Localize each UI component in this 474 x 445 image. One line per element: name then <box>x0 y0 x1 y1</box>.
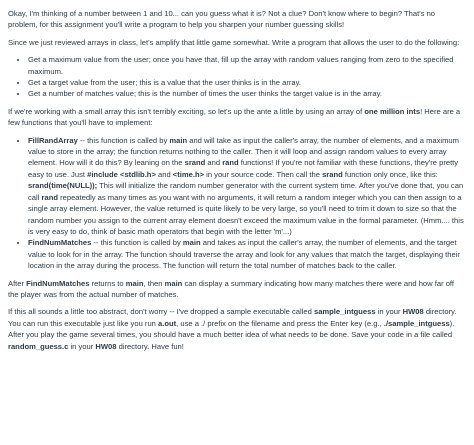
closing-cmd: ./sample_intguess <box>383 318 450 328</box>
task-item-target: • Get a target value from the user; this is a value that the user thinks is in the array. <box>28 77 466 88</box>
fill-rand-1: rand <box>222 158 239 168</box>
closing-text-2: in your <box>375 307 403 317</box>
fill-text-2: and will take as input the caller's array, the number of elements, and a maximum value to store in the array; the function returns nothing to the caller. Then it will loop and assign random values to every array element. How will it do this? By leaning on the <box>28 135 459 168</box>
intro-paragraph <box>8 8 466 31</box>
function-list <box>8 135 466 272</box>
task-intro-paragraph <box>8 37 466 48</box>
closing-dir-1: HW08 <box>402 307 424 317</box>
fill-text-6: in your source code. Then call the <box>204 169 323 179</box>
task-item-max: • Get a maximum value from the user; once you have that, fill up the array with random values ranging from zero to the specified maximum. <box>28 54 466 77</box>
fill-rand-2: rand <box>41 192 58 202</box>
closing-dir-2: HW08 <box>95 341 117 351</box>
task-intro-text: Since we just reviewed arrays in class, let's amplify that little game somewhat. Write a program that allows the user to do the following: <box>8 37 460 47</box>
fill-include-time: <time.h> <box>172 169 205 179</box>
after-fn: FindNumMatches <box>26 278 90 288</box>
fill-text-3: and <box>205 158 223 168</box>
fill-text-5: and <box>155 169 173 179</box>
closing-text-1: If this all sounds a little too abstract, don't worry -- I've dropped a sample executable called <box>8 307 314 317</box>
closing-file: random_guess.c <box>8 341 69 351</box>
task-item-matches: • Get a number of matches value; this is the number of times the user thinks the target value is in the array. <box>28 88 466 99</box>
million-bold: one million ints <box>364 106 421 116</box>
fill-text-8: This will initialize the random number generator with the current system time. After you've done that, you can call <box>28 181 464 202</box>
find-text-2: and takes as input the caller's array, the number of elements, and the target value to look for in the array. The function should traverse the array and look for any values that match the target, displaying their location in the array during the process. The function will return the total number of matches back to the caller. <box>28 238 460 271</box>
intro-text: Okay, I'm thinking of a number between 1 and 10... can you guess what it is? Not a clue? Don't know where to begin? That's no problem, for this assignment you'll write a program to help you sharpen your number guessing skills! <box>8 9 436 30</box>
task-list <box>8 54 466 100</box>
after-text-2: returns to <box>89 278 126 288</box>
closing-paragraph <box>8 306 466 352</box>
closing-text-5: ). After you play the game several times, you should have a much better idea of what needs to be done. Save your code in a file called <box>8 318 455 340</box>
fill-main: main <box>169 135 188 145</box>
fill-srand-call: srand(time(NULL)); <box>28 181 98 191</box>
after-main-1: main <box>125 278 144 288</box>
find-text-1: -- this function is called by <box>91 238 183 248</box>
fill-text-7: function only once, like this: <box>342 169 438 179</box>
closing-text-3: directory. You can run this executable just like you run <box>8 307 457 328</box>
function-item-find <box>28 237 466 271</box>
million-text-after: ! Here are a few functions that you'll have to implement: <box>8 106 461 128</box>
find-main: main <box>182 238 201 248</box>
closing-aout: a.out <box>158 318 177 328</box>
after-text-1: After <box>8 278 27 288</box>
million-paragraph <box>8 106 466 129</box>
fill-srand-1: srand <box>184 158 206 168</box>
million-text-before: If we're working with a small array this isn't terribly exciting, so let's up the ante a little by using an array of <box>8 106 365 116</box>
fill-name: FillRandArray <box>28 135 78 145</box>
find-name: FindNumMatches <box>28 238 92 248</box>
after-paragraph <box>8 278 466 301</box>
after-text-4: can display a summary indicating how many matches there were and how far off the player was from the actual number of matches. <box>8 278 455 299</box>
fill-include-stdlib: #include <stdlib.h> <box>87 169 156 179</box>
closing-exe: sample_intguess <box>313 307 376 317</box>
fill-text-9: repeatedly as many times as you want with no arguments, it will return a random integer which you can then assign to a single array element. However, the value returned is quite likely to be very large, so you'll need to trim it down to size so that the random number you assign to the current array element doesn't exceed the maximum value in the formal parameter. (Hmm.... this is very easy to do, think of basic math operators that begin with the letter 'm'...) <box>28 192 464 236</box>
closing-text-7: directory. Have fun! <box>116 341 184 351</box>
after-text-3: , then <box>143 278 165 288</box>
fill-text-1: -- this function is called by <box>77 135 170 145</box>
closing-text-6: in your <box>68 341 96 351</box>
function-item-fill <box>28 135 466 238</box>
closing-text-4: , use a ./ prefix on the filename and press the Enter key (e.g., <box>176 318 384 328</box>
after-main-2: main <box>164 278 183 288</box>
fill-text-4: functions! If you're not familiar with these functions, they're pretty easy to use. Just <box>28 158 459 179</box>
fill-srand-2: srand <box>322 169 343 179</box>
